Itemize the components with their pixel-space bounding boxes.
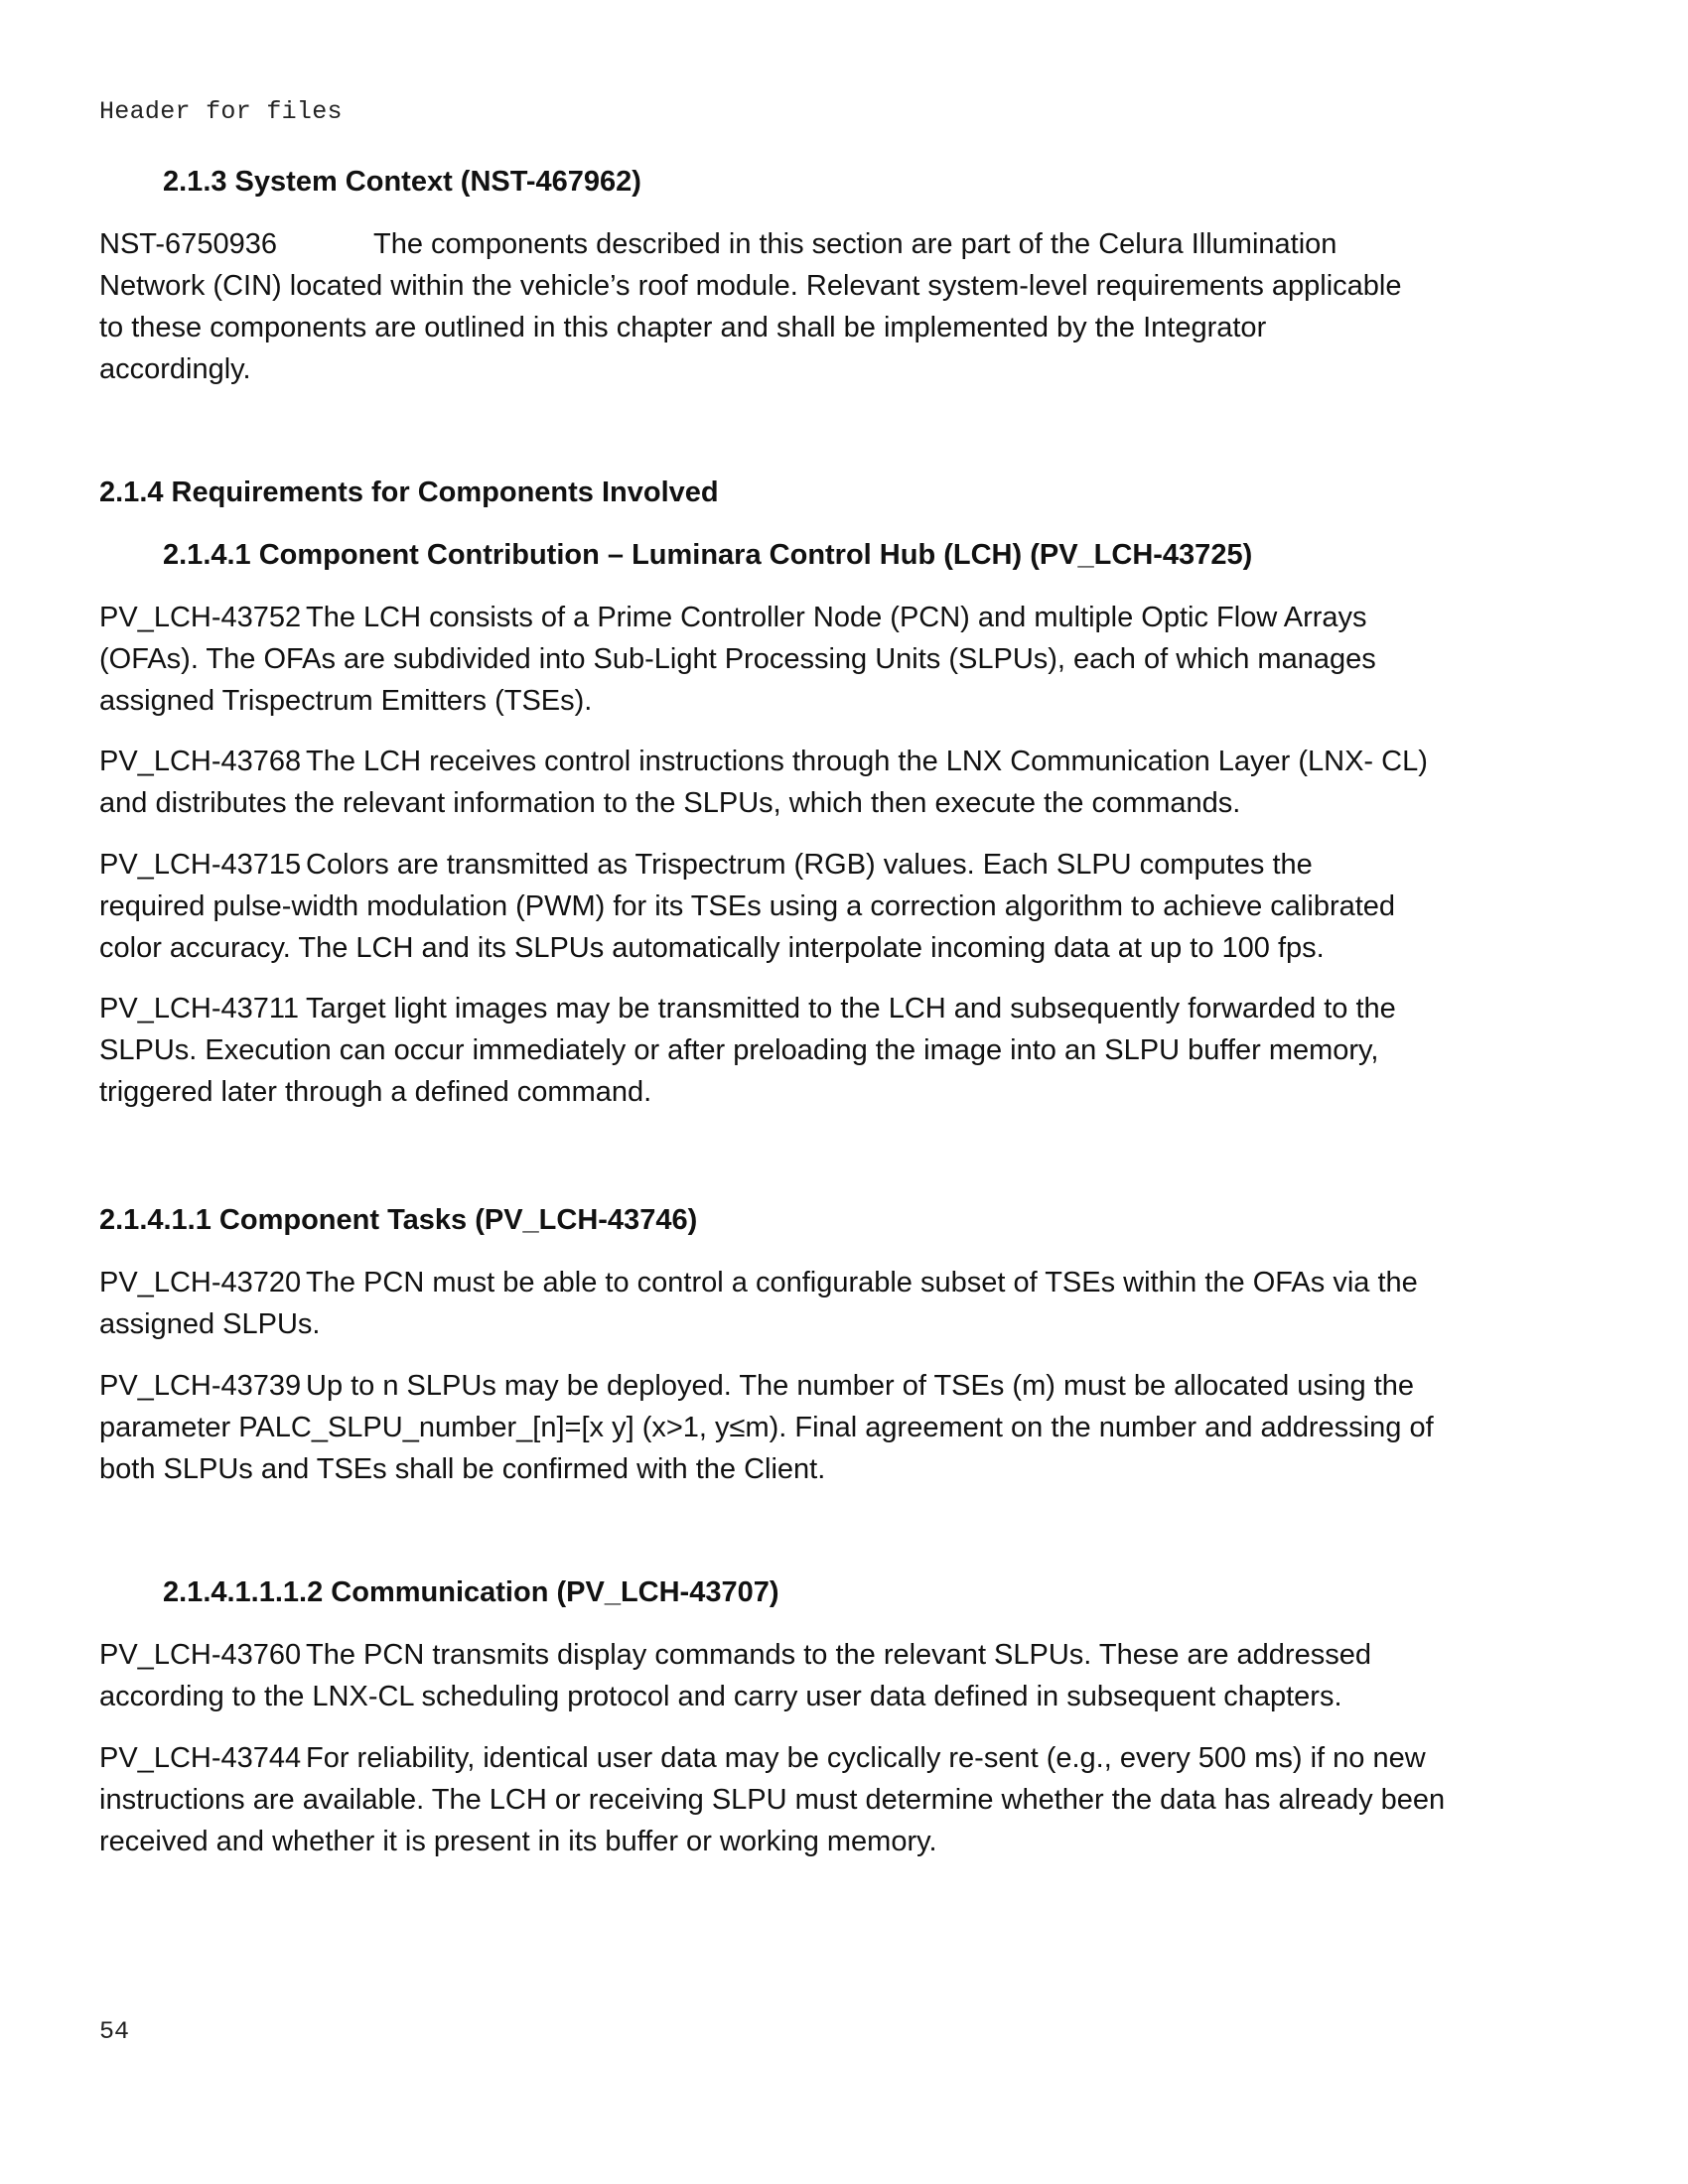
requirement-text-line: Target light images may be transmitted to the LCH and subsequently forwarded to the (306, 993, 1396, 1024)
requirement-text-line: The LCH receives control instructions through the LNX Communication Layer (LNX- CL) (306, 746, 1428, 777)
requirement-pv-lch-43720 (99, 1262, 1509, 1345)
requirement-text-line: The PCN transmits display commands to the relevant SLPUs. These are addressed (306, 1639, 1371, 1671)
section-heading-2-1-3: 2.1.3 System Context (NST-467962) (163, 166, 641, 198)
requirement-text-line: both SLPUs and TSEs shall be confirmed with the Client. (99, 1453, 826, 1485)
requirement-text-line: Colors are transmitted as Trispectrum (RGB) values. Each SLPU computes the (306, 849, 1313, 881)
requirement-text-line: assigned SLPUs. (99, 1308, 321, 1340)
requirement-text-line: Network (CIN) located within the vehicle’s roof module. Relevant system-level requirements applicable (99, 270, 1402, 302)
requirement-pv-lch-43739 (99, 1365, 1509, 1490)
requirement-nst-6750936 (99, 223, 1509, 390)
requirement-text-line: The components described in this section are part of the Celura Illumination (373, 228, 1337, 260)
section-heading-2-1-4: 2.1.4 Requirements for Components Involved (99, 477, 719, 508)
page-number: 54 (99, 2017, 130, 2046)
requirement-id: PV_LCH-43715 (99, 849, 302, 881)
requirement-id: PV_LCH-43720 (99, 1267, 302, 1298)
requirement-id: PV_LCH-43768 (99, 746, 302, 777)
requirement-text-line: The LCH consists of a Prime Controller Node (PCN) and multiple Optic Flow Arrays (306, 602, 1367, 633)
page-header: Header for files (99, 97, 343, 126)
requirement-text-line: The PCN must be able to control a configurable subset of TSEs within the OFAs via the (306, 1267, 1418, 1298)
requirement-id: PV_LCH-43760 (99, 1639, 302, 1671)
requirement-pv-lch-43711 (99, 988, 1509, 1113)
requirement-text-line: parameter PALC_SLPU_number_[n]=[x y] (x>1, y≤m). Final agreement on the number and addressing of (99, 1412, 1434, 1443)
section-heading-2-1-4-1: 2.1.4.1 Component Contribution – Luminara Control Hub (LCH) (PV_LCH-43725) (163, 539, 1253, 571)
requirement-text-line: Up to n SLPUs may be deployed. The number of TSEs (m) must be allocated using the (306, 1370, 1415, 1402)
requirement-text-line: according to the LNX-CL scheduling protocol and carry user data defined in subsequent chapters. (99, 1681, 1342, 1712)
requirement-id: PV_LCH-43744 (99, 1742, 302, 1774)
requirement-text-line: triggered later through a defined command. (99, 1076, 652, 1108)
requirement-id: PV_LCH-43752 (99, 602, 302, 633)
requirement-text-line: (OFAs). The OFAs are subdivided into Sub-Light Processing Units (SLPUs), each of which manages (99, 643, 1376, 675)
requirement-pv-lch-43760 (99, 1634, 1509, 1717)
requirement-id: PV_LCH-43739 (99, 1370, 302, 1402)
requirement-id: PV_LCH-43711 (99, 993, 299, 1024)
requirement-id: NST-6750936 (99, 228, 277, 260)
requirement-text-line: SLPUs. Execution can occur immediately or after preloading the image into an SLPU buffer memory, (99, 1034, 1379, 1066)
section-heading-2-1-4-1-1-1-2: 2.1.4.1.1.1.2 Communication (PV_LCH-43707) (163, 1576, 779, 1608)
requirement-pv-lch-43768 (99, 741, 1509, 824)
requirement-pv-lch-43744 (99, 1737, 1509, 1862)
requirement-text-line: received and whether it is present in its buffer or working memory. (99, 1826, 937, 1857)
requirement-pv-lch-43752 (99, 597, 1509, 722)
requirement-text-line: and distributes the relevant information to the SLPUs, which then execute the commands. (99, 787, 1241, 819)
section-heading-2-1-4-1-1: 2.1.4.1.1 Component Tasks (PV_LCH-43746) (99, 1204, 698, 1236)
requirement-text-line: assigned Trispectrum Emitters (TSEs). (99, 685, 593, 717)
requirement-text-line: color accuracy. The LCH and its SLPUs automatically interpolate incoming data at up to 100 fps. (99, 932, 1325, 964)
requirement-text-line: required pulse-width modulation (PWM) for its TSEs using a correction algorithm to achieve calibrated (99, 890, 1396, 922)
requirement-pv-lch-43715 (99, 844, 1509, 969)
requirement-text-line: instructions are available. The LCH or receiving SLPU must determine whether the data has already been (99, 1784, 1446, 1816)
requirement-text-line: to these components are outlined in this chapter and shall be implemented by the Integrator (99, 312, 1267, 343)
requirement-text-line: For reliability, identical user data may be cyclically re-sent (e.g., every 500 ms) if no new (306, 1742, 1426, 1774)
requirement-text-line: accordingly. (99, 353, 251, 385)
